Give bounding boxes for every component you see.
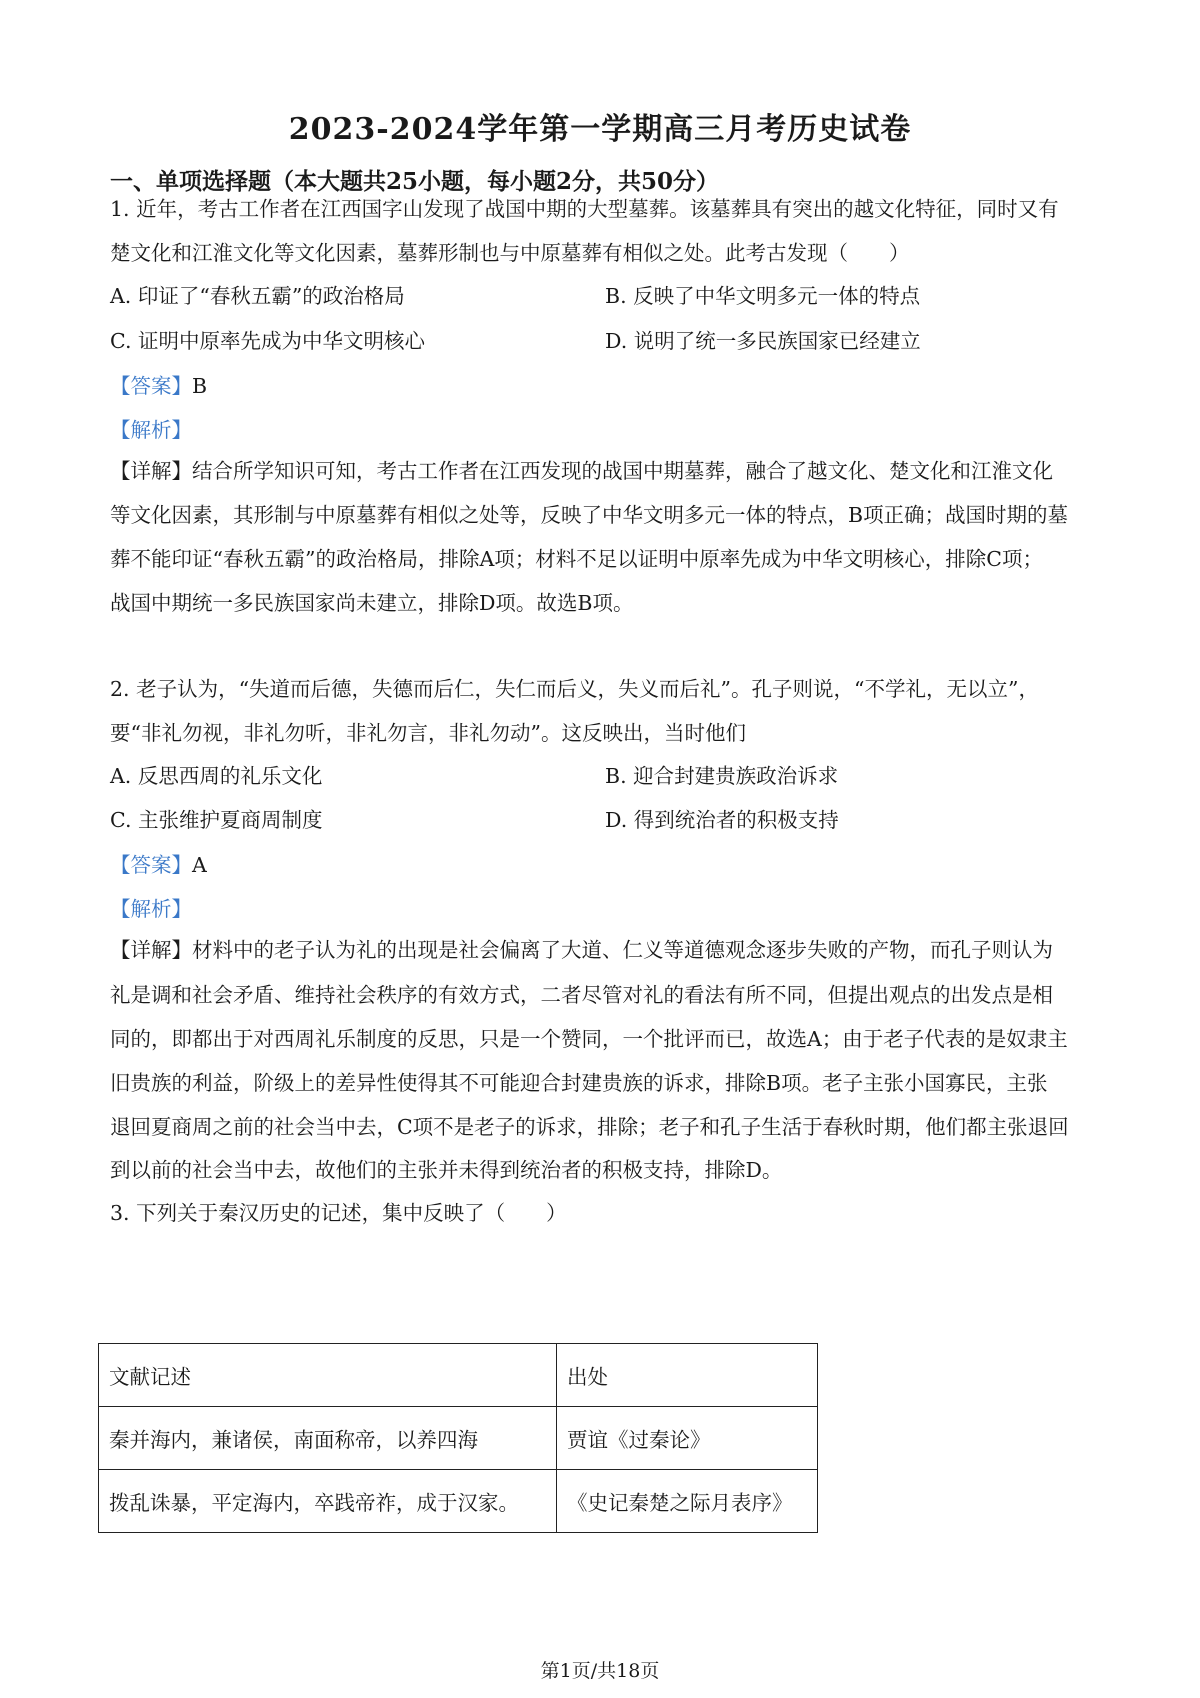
page-footer: 第1页/共18页 bbox=[540, 1660, 660, 1682]
q1-stem-line-1: 1. 近年，考古工作者在江西国字山发现了战国中期的大型墓葬。该墓葬具有突出的越文化特征，同时又有 bbox=[110, 197, 1059, 221]
table-row bbox=[99, 1470, 818, 1533]
table-cell: 《史记秦楚之际月表序》 bbox=[557, 1470, 818, 1533]
table-header-cell: 文献记述 bbox=[99, 1344, 557, 1407]
q2-detail-line-4: 旧贵族的利益，阶级上的差异性使得其不可能迎合封建贵族的诉求，排除B项。老子主张小国寡民，主张 bbox=[110, 1071, 1048, 1095]
table-header-cell: 出处 bbox=[557, 1344, 818, 1407]
q2-stem-line-1: 2. 老子认为，“失道而后德，失德而后仁，失仁而后义，失义而后礼”。孔子则说，“不学礼，无以立”， bbox=[110, 677, 1039, 701]
q1-detail-line-4: 战国中期统一多民族国家尚未建立，排除D项。故选B项。 bbox=[110, 591, 634, 615]
section-heading: 一、单项选择题（本大题共25小题，每小题2分，共50分） bbox=[110, 168, 720, 195]
q1-detail-tag: 【详解】 bbox=[110, 459, 192, 483]
q2-answer bbox=[110, 848, 207, 878]
q2-option-c: C. 主张维护夏商周制度 bbox=[110, 808, 323, 832]
exam-title: 2023-2024学年第一学期高三月考历史试卷 bbox=[288, 112, 912, 147]
q2-detail-line-5: 退回夏商周之前的社会当中去，C项不是老子的诉求，排除；老子和孔子生活于春秋时期，他们都主张退回 bbox=[110, 1115, 1069, 1139]
q1-answer-value: B bbox=[192, 374, 208, 398]
table-cell: 秦并海内，兼诸侯，南面称帝，以养四海 bbox=[99, 1407, 557, 1470]
q1-option-c: C. 证明中原率先成为中华文明核心 bbox=[110, 329, 425, 353]
table-cell: 拨乱诛暴，平定海内，卒践帝祚，成于汉家。 bbox=[99, 1470, 557, 1533]
q2-detail-line-1 bbox=[110, 935, 1100, 965]
table-row bbox=[99, 1407, 818, 1470]
q2-detail-line-3: 同的，即都出于对西周礼乐制度的反思，只是一个赞同，一个批评而已，故选A；由于老子代表的是奴隶主 bbox=[110, 1027, 1068, 1051]
q2-stem-line-2: 要“非礼勿视，非礼勿听，非礼勿言，非礼勿动”。这反映出，当时他们 bbox=[110, 721, 746, 745]
q1-detail-text-1: 结合所学知识可知，考古工作者在江西发现的战国中期墓葬，融合了越文化、楚文化和江淮文化 bbox=[192, 459, 1053, 483]
q3-stem: 3. 下列关于秦汉历史的记述，集中反映了（ ） bbox=[110, 1201, 567, 1225]
q2-option-b: B. 迎合封建贵族政治诉求 bbox=[605, 764, 839, 788]
q2-detail-tag: 【详解】 bbox=[110, 938, 192, 962]
q2-detail-line-6: 到以前的社会当中去，故他们的主张并未得到统治者的积极支持，排除D。 bbox=[110, 1158, 783, 1182]
q2-detail-text-1: 材料中的老子认为礼的出现是社会偏离了大道、仁义等道德观念逐步失败的产物，而孔子则认为 bbox=[192, 938, 1053, 962]
q1-option-b: B. 反映了中华文明多元一体的特点 bbox=[605, 284, 921, 308]
q1-option-a: A. 印证了“春秋五霸”的政治格局 bbox=[110, 284, 405, 308]
q1-stem-line-2: 楚文化和江淮文化等文化因素，墓葬形制也与中原墓葬有相似之处。此考古发现（ ） bbox=[110, 241, 910, 265]
q2-option-a: A. 反思西周的礼乐文化 bbox=[110, 764, 323, 788]
q2-answer-tag: 【答案】 bbox=[110, 853, 192, 877]
q1-answer-tag: 【答案】 bbox=[110, 374, 192, 398]
q2-answer-value: A bbox=[192, 853, 207, 877]
q2-detail-line-2: 礼是调和社会矛盾、维持社会秩序的有效方式，二者尽管对礼的看法有所不同，但提出观点的出发点是相 bbox=[110, 983, 1053, 1007]
q2-option-d: D. 得到统治者的积极支持 bbox=[605, 808, 839, 832]
table-header-row bbox=[99, 1344, 818, 1407]
q1-option-d: D. 说明了统一多民族国家已经建立 bbox=[605, 329, 921, 353]
q1-detail-line-1 bbox=[110, 456, 1100, 486]
table-cell: 贾谊《过秦论》 bbox=[557, 1407, 818, 1470]
q2-analysis-tag: 【解析】 bbox=[110, 897, 192, 921]
source-table bbox=[98, 1343, 818, 1533]
q1-detail-line-3: 葬不能印证“春秋五霸”的政治格局，排除A项；材料不足以证明中原率先成为中华文明核心，排除C项； bbox=[110, 547, 1043, 571]
q1-detail-line-2: 等文化因素，其形制与中原墓葬有相似之处等，反映了中华文明多元一体的特点，B项正确；战国时期的墓 bbox=[110, 503, 1069, 527]
q1-answer bbox=[110, 369, 207, 399]
q1-analysis-tag: 【解析】 bbox=[110, 418, 192, 442]
